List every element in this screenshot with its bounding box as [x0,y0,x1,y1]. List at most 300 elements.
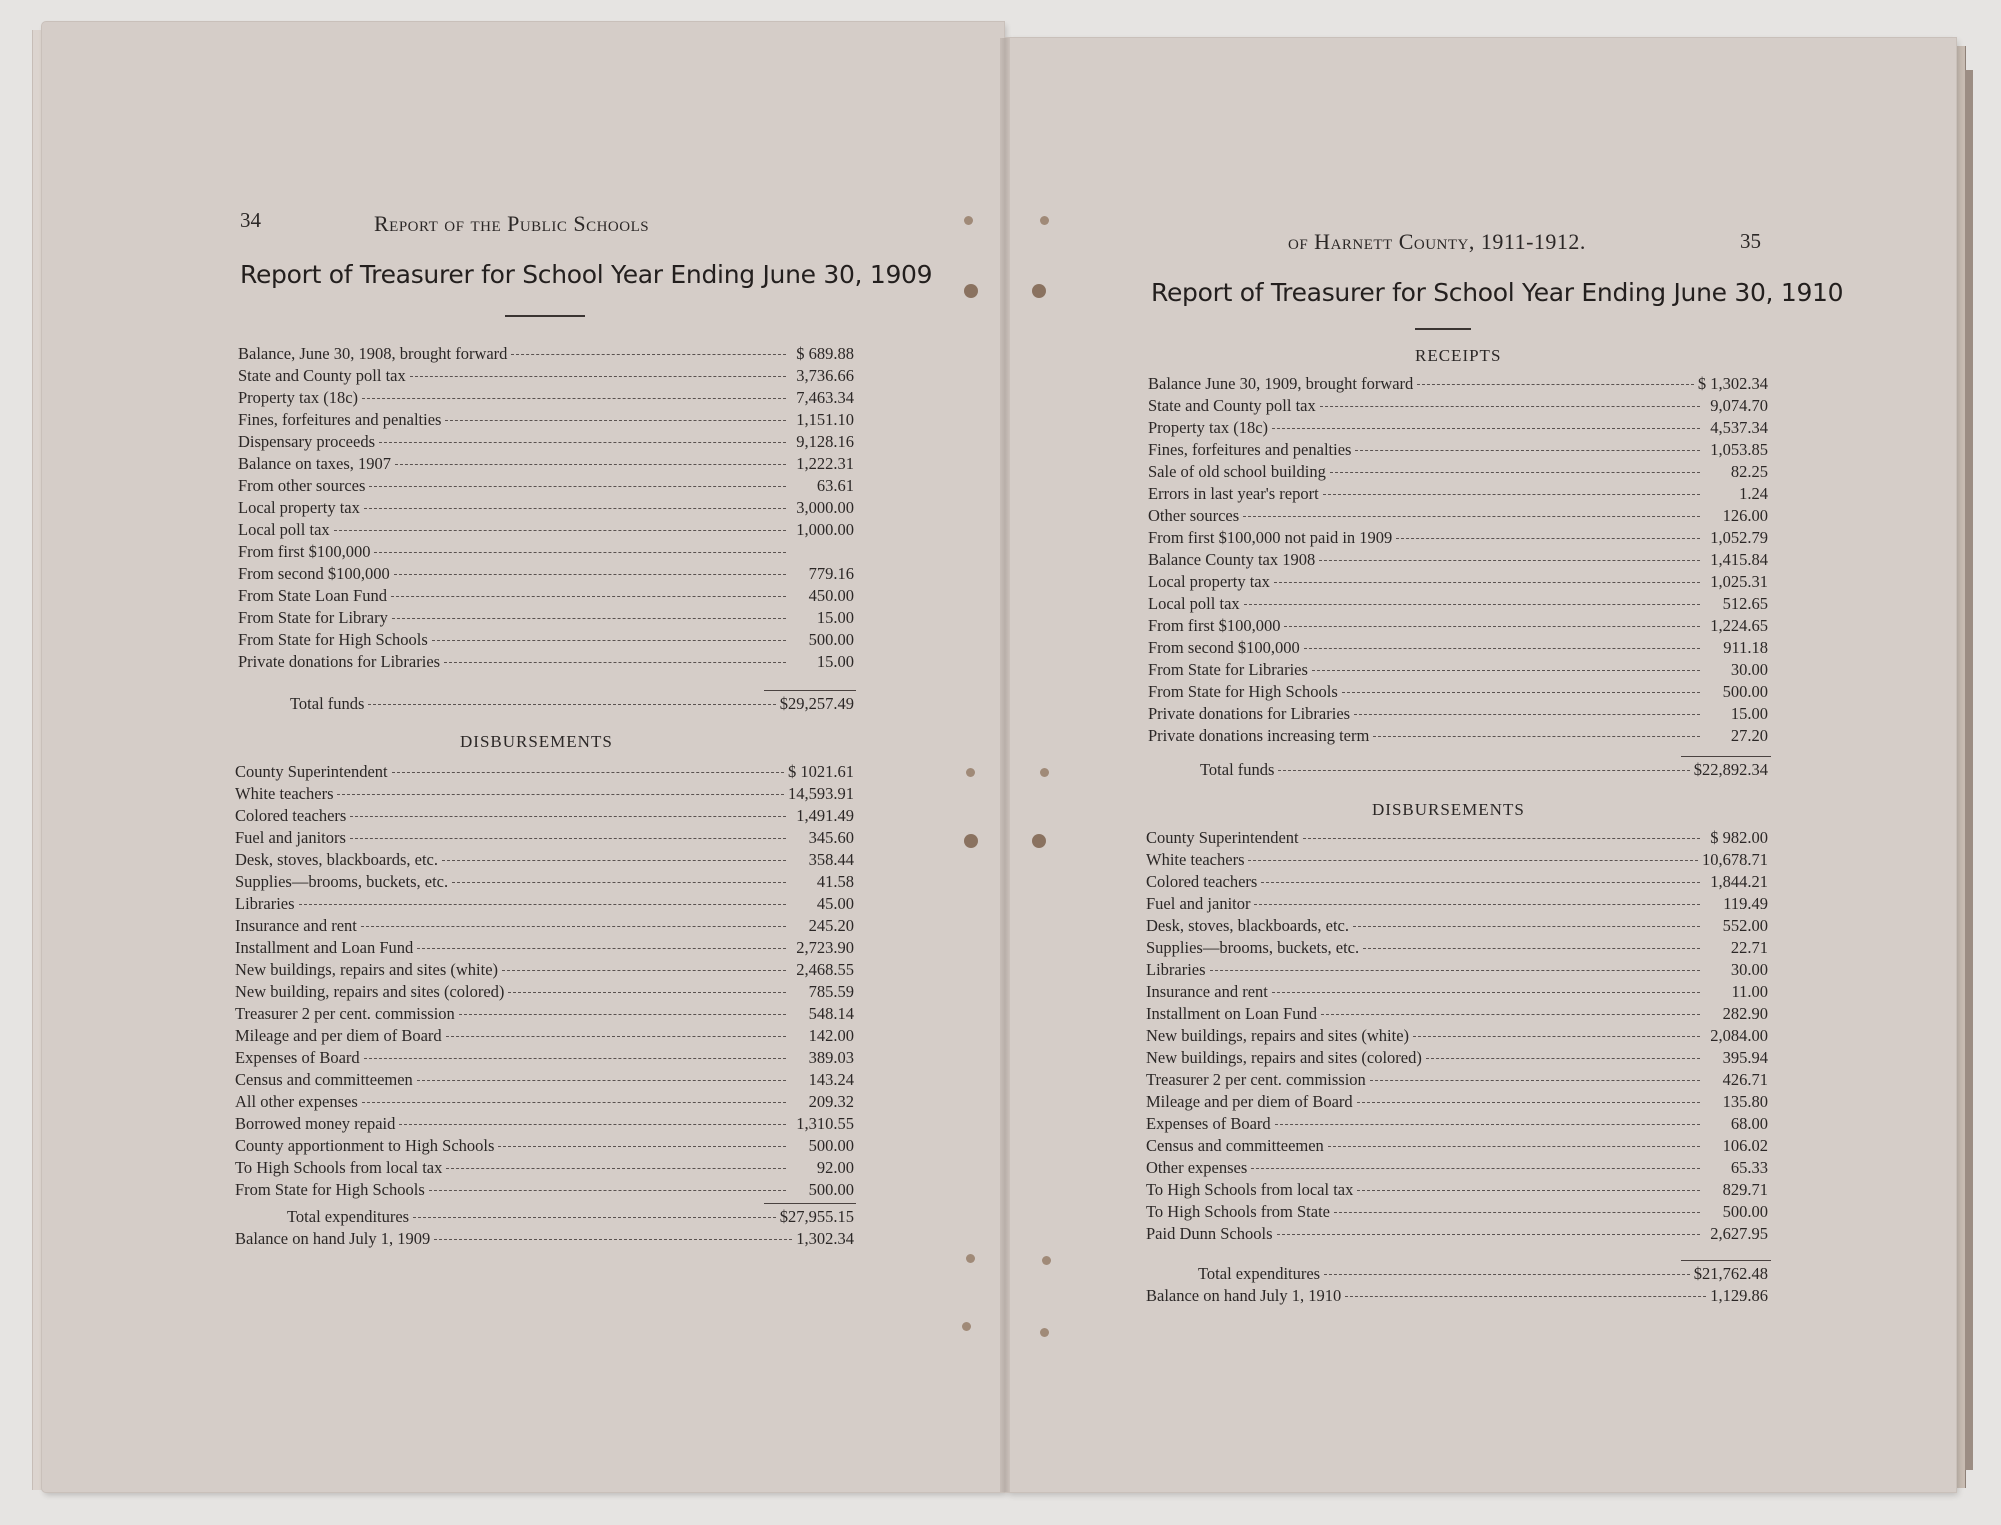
ledger-row-amount: 1,053.85 [1710,440,1768,459]
leader-dots [1354,714,1700,715]
ledger-row-label: Local property tax [238,498,360,517]
ledger-row-label: White teachers [1146,850,1245,869]
ledger-row-label: Private donations for Libraries [238,652,441,671]
ledger-row [238,498,854,520]
leader-dots [508,992,786,993]
ledger-row [235,1070,854,1092]
stitch-hole [1032,284,1046,298]
leader-dots [1320,406,1700,407]
ledger-row [1146,1114,1768,1136]
leader-dots [1321,1014,1700,1015]
ledger-row [235,1114,854,1136]
ledger-row-label: To High Schools from State [1146,1202,1330,1221]
leader-dots [1363,948,1700,949]
ledger-row-label: Treasurer 2 per cent. commission [1146,1070,1366,1089]
ledger-row-label: Desk, stoves, blackboards, etc. [1146,916,1349,935]
total-funds-label: Total funds [290,694,365,713]
leader-dots [1355,450,1700,451]
ledger-row [1146,960,1768,982]
balance-amount: 1,129.86 [1710,1286,1768,1305]
ledger-row-label: Paid Dunn Schools [1146,1224,1273,1243]
ledger-row-label: Balance, June 30, 1908, brought forward [238,344,508,363]
stitch-hole [966,1254,975,1263]
ledger-row [238,366,854,388]
ledger-row-label: Installment on Loan Fund [1146,1004,1317,1023]
ledger-row-label: Local poll tax [1148,594,1240,613]
ledger-row [1148,418,1768,440]
ledger-row-amount: 426.71 [1722,1070,1768,1089]
stitch-hole [964,834,978,848]
ledger-row [235,1136,854,1158]
ledger-row [235,872,854,894]
right-receipts-total-rule [1681,756,1771,757]
ledger-row [1148,726,1768,748]
ledger-row [1148,682,1768,704]
leader-dots [445,420,786,421]
leader-dots [452,882,786,883]
ledger-row-amount: 1,151.10 [796,410,854,429]
leader-dots [1254,904,1700,905]
ledger-row-label: New building, repairs and sites (colored) [235,982,505,1001]
ledger-row-amount: 65.33 [1730,1158,1768,1177]
ledger-row-amount: 9,128.16 [796,432,854,451]
leader-dots [502,970,786,971]
leader-dots [299,904,786,905]
ledger-row-amount: 512.65 [1722,594,1768,613]
ledger-row-label: From second $100,000 [238,564,390,583]
leader-dots [413,1217,776,1218]
ledger-row-label: From first $100,000 [238,542,371,561]
ledger-row-label: From second $100,000 [1148,638,1300,657]
ledger-row-label: Private donations increasing term [1148,726,1370,745]
leader-dots [1243,516,1700,517]
ledger-row-amount: 1,844.21 [1710,872,1768,891]
balance-label: Balance on hand July 1, 1910 [1146,1286,1342,1305]
left-running-header: Report of the Public Schools [374,211,650,236]
leader-dots [399,1124,786,1125]
total-funds-amount: $22,892.34 [1693,760,1768,779]
ledger-row [235,938,854,960]
ledger-row-label: Errors in last year's report [1148,484,1319,503]
stitch-hole [964,216,973,225]
ledger-row [235,1026,854,1048]
ledger-row [238,542,854,564]
leader-dots [364,508,786,509]
leader-dots [446,1036,786,1037]
ledger-row [235,1180,854,1202]
ledger-row [238,410,854,432]
ledger-row [238,454,854,476]
ledger-row-amount: 1,491.49 [796,806,854,825]
total-funds-label: Total funds [1200,760,1275,779]
ledger-row [235,1158,854,1180]
ledger-row-amount: 450.00 [808,586,854,605]
ledger-row-label: Insurance and rent [235,916,357,935]
ledger-row-label: Private donations for Libraries [1148,704,1351,723]
ledger-row-amount: 389.03 [808,1048,854,1067]
leader-dots [1373,736,1700,737]
ledger-row [238,520,854,542]
ledger-row-label: Other sources [1148,506,1240,525]
ledger-row-amount: 15.00 [816,608,854,627]
ledger-row-amount: 2,627.95 [1710,1224,1768,1243]
leader-dots [434,1239,792,1240]
leader-dots [1303,838,1700,839]
ledger-row-amount: 245.20 [808,916,854,935]
stitch-hole [1040,216,1049,225]
leader-dots [1396,538,1700,539]
leader-dots [417,1080,786,1081]
ledger-row [1148,572,1768,594]
ledger-row [1146,982,1768,1004]
left-disb-total-rule [764,1203,856,1204]
leader-dots [410,376,786,377]
ledger-row-amount: 82.25 [1730,462,1768,481]
ledger-row [1148,484,1768,506]
ledger-row [238,432,854,454]
ledger-row [1146,938,1768,960]
ledger-row-amount: 22.71 [1730,938,1768,957]
ledger-row-amount: 4,537.34 [1710,418,1768,437]
leader-dots [364,1058,786,1059]
ledger-row [238,630,854,652]
total-expenditures-amount: $21,762.48 [1693,1264,1768,1283]
ledger-row [1148,528,1768,550]
left-report-title: Report of Treasurer for School Year Ending June 30, 1909 [240,260,933,289]
ledger-row-label: Fines, forfeitures and penalties [238,410,442,429]
ledger-row [235,1092,854,1114]
ledger-row-amount: 68.00 [1730,1114,1768,1133]
ledger-row-label: New buildings, repairs and sites (white) [235,960,499,979]
ledger-row-label: From State Loan Fund [238,586,387,605]
ledger-row-amount: 1.24 [1739,484,1768,503]
ledger-row-label: County Superintendent [235,762,388,781]
left-disbursements-heading: DISBURSEMENTS [460,732,613,751]
ledger-row-amount: 3,000.00 [796,498,854,517]
leader-dots [511,354,786,355]
stitch-hole [966,768,975,777]
leader-dots [392,772,784,773]
ledger-row-label: Colored teachers [235,806,347,825]
leader-dots [417,948,786,949]
ledger-row-amount: 10,678.71 [1702,850,1768,869]
ledger-row-amount: 30.00 [1730,960,1768,979]
right-page-number: 35 [1740,229,1761,253]
balance-row [1146,1286,1768,1308]
ledger-row [1146,872,1768,894]
ledger-row-amount: 142.00 [808,1026,854,1045]
ledger-row [1146,1136,1768,1158]
ledger-row-label: State and County poll tax [238,366,406,385]
ledger-row [1148,440,1768,462]
ledger-row-label: White teachers [235,784,334,803]
leader-dots [1210,970,1700,971]
ledger-row-amount: 779.16 [808,564,854,583]
leader-dots [1323,494,1700,495]
ledger-row-amount: 2,084.00 [1710,1026,1768,1045]
ledger-row-amount: 500.00 [808,1136,854,1155]
ledger-row-label: Property tax (18c) [1148,418,1269,437]
ledger-row-amount: 785.59 [808,982,854,1001]
leader-dots [362,398,786,399]
leader-dots [459,1014,786,1015]
leader-dots [394,574,786,575]
ledger-row [238,388,854,410]
ledger-row [235,960,854,982]
left-receipts-total-rule [764,690,856,691]
ledger-row-amount: $ 1021.61 [788,762,854,781]
ledger-row [238,344,854,366]
ledger-row [1146,828,1768,850]
leader-dots [350,816,786,817]
ledger-row [1148,550,1768,572]
leader-dots [369,486,786,487]
total-funds-row [1200,760,1768,782]
ledger-row-label: Expenses of Board [235,1048,360,1067]
total-funds-amount: $29,257.49 [779,694,854,713]
ledger-row-amount: 27.20 [1730,726,1768,745]
stitch-hole [1040,1328,1049,1337]
ledger-row-label: Borrowed money repaid [235,1114,396,1133]
ledger-row-label: Insurance and rent [1146,982,1268,1001]
ledger-row-amount: 500.00 [808,630,854,649]
ledger-row [1148,374,1768,396]
leader-dots [1304,648,1700,649]
ledger-row-label: Balance June 30, 1909, brought forward [1148,374,1414,393]
ledger-row [235,828,854,850]
ledger-row-label: To High Schools from local tax [235,1158,443,1177]
leader-dots [1277,1234,1700,1235]
ledger-row-amount: $ 982.00 [1710,828,1768,847]
ledger-row-label: County apportionment to High Schools [235,1136,495,1155]
ledger-row-label: Balance on taxes, 1907 [238,454,392,473]
ledger-row [1148,506,1768,528]
ledger-row-amount: $ 689.88 [796,344,854,363]
ledger-row [1146,916,1768,938]
ledger-row [235,784,854,806]
ledger-row [1148,594,1768,616]
ledger-row-label: From State for High Schools [1148,682,1338,701]
ledger-row-amount: 2,468.55 [796,960,854,979]
ledger-row-label: Property tax (18c) [238,388,359,407]
leader-dots [1251,1168,1700,1169]
right-running-header: of Harnett County, 1911-1912. [1288,229,1586,254]
ledger-row-label: To High Schools from local tax [1146,1180,1354,1199]
leader-dots [374,552,786,553]
ledger-row-label: From State for High Schools [238,630,428,649]
ledger-row-label: Colored teachers [1146,872,1258,891]
leader-dots [362,1102,786,1103]
ledger-row [1146,1070,1768,1092]
ledger-row-label: Fuel and janitor [1146,894,1251,913]
ledger-row [1146,1202,1768,1224]
right-page [1006,38,1956,1492]
ledger-row [1148,660,1768,682]
leader-dots [1275,1124,1700,1125]
total-expenditures-row [1198,1264,1768,1286]
total-expenditures-label: Total expenditures [1198,1264,1321,1283]
ledger-row-label: Census and committeemen [235,1070,413,1089]
ledger-row [1146,1004,1768,1026]
ledger-row-amount: 92.00 [816,1158,854,1177]
ledger-row-amount: 1,025.31 [1710,572,1768,591]
leader-dots [1413,1036,1700,1037]
ledger-row [1146,1092,1768,1114]
ledger-row-amount: 15.00 [816,652,854,671]
leader-dots [395,464,786,465]
ledger-row-amount: 45.00 [816,894,854,913]
ledger-row-amount: 552.00 [1722,916,1768,935]
ledger-row-amount: 119.49 [1723,894,1768,913]
right-report-title: Report of Treasurer for School Year Ending June 30, 1910 [1151,278,1844,307]
ledger-row [1148,396,1768,418]
left-page-number: 34 [240,208,261,232]
right-disbursements-heading: DISBURSEMENTS [1372,800,1525,819]
ledger-row-label: Expenses of Board [1146,1114,1271,1133]
ledger-row [1148,638,1768,660]
ledger-row [238,564,854,586]
ledger-row-label: From other sources [238,476,366,495]
ledger-row [1146,1026,1768,1048]
ledger-row [1146,1180,1768,1202]
leader-dots [1261,882,1700,883]
total-expenditures-row [287,1207,854,1229]
leader-dots [391,596,786,597]
ledger-row [235,806,854,828]
ledger-row-label: Balance County tax 1908 [1148,550,1316,569]
ledger-row-label: Supplies—brooms, buckets, etc. [235,872,449,891]
ledger-row-label: Sale of old school building [1148,462,1326,481]
leader-dots [1328,1146,1700,1147]
right-disb-total-rule [1681,1260,1771,1261]
ledger-row-label: Other expenses [1146,1158,1248,1177]
ledger-row [235,982,854,1004]
ledger-row-amount: 11.00 [1731,982,1768,1001]
ledger-row-amount: 282.90 [1722,1004,1768,1023]
ledger-row [238,586,854,608]
ledger-row-amount: 358.44 [808,850,854,869]
leader-dots [350,838,786,839]
right-receipts-heading: RECEIPTS [1415,346,1502,365]
stitch-hole [962,1322,971,1331]
ledger-row-amount: 30.00 [1730,660,1768,679]
ledger-row-amount: 14,593.91 [788,784,854,803]
leader-dots [1284,626,1700,627]
ledger-row-label: Census and committeemen [1146,1136,1324,1155]
leader-dots [1248,860,1698,861]
leader-dots [498,1146,786,1147]
ledger-row [238,608,854,630]
ledger-row-amount: 395.94 [1722,1048,1768,1067]
ledger-row-label: Mileage and per diem of Board [1146,1092,1353,1111]
ledger-row-label: Libraries [235,894,295,913]
ledger-row [1146,850,1768,872]
ledger-row [1148,616,1768,638]
total-expenditures-amount: $27,955.15 [779,1207,854,1226]
ledger-row-amount: 106.02 [1722,1136,1768,1155]
ledger-row-label: New buildings, repairs and sites (colored) [1146,1048,1422,1067]
leader-dots [361,926,786,927]
ledger-row-amount: $ 1,302.34 [1697,374,1768,393]
leader-dots [1244,604,1700,605]
balance-amount: 1,302.34 [796,1229,854,1248]
leader-dots [1324,1274,1690,1275]
ledger-row [235,762,854,784]
ledger-row-amount: 345.60 [808,828,854,847]
ledger-row-label: From State for High Schools [235,1180,425,1199]
ledger-row-label: From State for Library [238,608,388,627]
leader-dots [1357,1190,1700,1191]
ledger-row [235,1004,854,1026]
ledger-row-amount: 500.00 [1722,682,1768,701]
ledger-row-label: State and County poll tax [1148,396,1316,415]
ledger-row-label: From first $100,000 not paid in 1909 [1148,528,1393,547]
balance-row [235,1229,854,1251]
left-title-rule [505,315,585,317]
leader-dots [1345,1296,1706,1297]
total-expenditures-label: Total expenditures [287,1207,410,1226]
ledger-row-label: From first $100,000 [1148,616,1281,635]
ledger-row [235,894,854,916]
back-cover-edge [1965,70,1973,1470]
leader-dots [1274,582,1700,583]
ledger-row-label: Dispensary proceeds [238,432,375,451]
leader-dots [1330,472,1700,473]
leader-dots [446,1168,786,1169]
ledger-row-amount: 500.00 [808,1180,854,1199]
ledger-row [1148,704,1768,726]
ledger-row [1146,1048,1768,1070]
leader-dots [1342,692,1700,693]
ledger-row [235,850,854,872]
leader-dots [1312,670,1700,671]
ledger-row-label: Fines, forfeitures and penalties [1148,440,1352,459]
leader-dots [379,442,786,443]
ledger-row-label: County Superintendent [1146,828,1299,847]
left-page [42,22,1004,1492]
leader-dots [444,662,786,663]
total-funds-row [290,694,854,716]
leader-dots [1426,1058,1700,1059]
ledger-row-amount: 126.00 [1722,506,1768,525]
leader-dots [1417,384,1694,385]
stitch-hole [1042,1256,1051,1265]
ledger-row-amount: 143.24 [808,1070,854,1089]
ledger-row-label: Local poll tax [238,520,330,539]
leader-dots [1334,1212,1700,1213]
ledger-row-label: Desk, stoves, blackboards, etc. [235,850,438,869]
leader-dots [432,640,786,641]
ledger-row-label: Treasurer 2 per cent. commission [235,1004,455,1023]
stitch-hole [1040,768,1049,777]
leader-dots [334,530,786,531]
ledger-row-amount: 911.18 [1723,638,1768,657]
ledger-row [1148,462,1768,484]
leader-dots [1272,992,1700,993]
ledger-row [235,1048,854,1070]
ledger-row-amount: 9,074.70 [1710,396,1768,415]
leader-dots [1319,560,1700,561]
ledger-row-amount: 41.58 [816,872,854,891]
leader-dots [429,1190,786,1191]
leader-dots [368,704,775,705]
right-title-rule [1415,328,1471,330]
ledger-row-label: All other expenses [235,1092,358,1111]
leader-dots [442,860,786,861]
leader-dots [1357,1102,1700,1103]
ledger-row-label: Installment and Loan Fund [235,938,414,957]
ledger-row-label: Supplies—brooms, buckets, etc. [1146,938,1360,957]
